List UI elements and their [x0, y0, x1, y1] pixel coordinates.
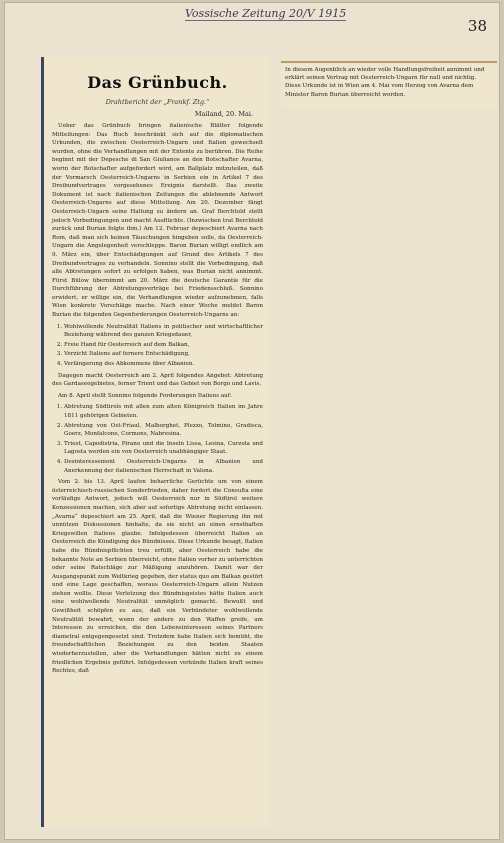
clipping-body	[52, 122, 263, 676]
body-paragraph-1: Ueber das Grünbuch bringen italienische Blätter folgende Mitteilungen: Das Buch beschränkt sich auf die diplomatischen Urkunden, die zwischen Oesterreich-Ungarn und Italien gewechselt wurden, ohne die Verhandlungen mit der Entente zu berühren. Die Reihe beginnt mit der Depesche di San Giulianos an den Botschafter Avarna, worin der Botschafter aufgefordert wird, am Ballplatz mitzuteilen, daß der Vormarsch Oesterreich-Ungarns in Serbien ein in Artikel 7 des Dreibundvertrages vorgesehenes Ereignis darstellt. Das zweite Dokument ist nach italienischen Zeitungen die ablehnende Antwort Oesterreich-Ungarns auf diese Mitteilung. Am 20. Dezember fängt Oesterreich-Ungarn seine Haltung zu ändern an. Graf Berchtold stellt jedoch Vorbedingungen und macht Ausflüchte. (Inzwischen trat Berchtold zurück und Burian folgte ihm.) Am 12. Februar depeschiert Avarna nach Rom, daß man sich keinen Täuschungen hingeben solle, da Oesterreich-Ungarn die Angelegenheit verschleppe. Baron Burian willigt endlich am 9. März ein, über Entschädigungen auf Grund des Artikels 7 des Dreibundvertrages zu verhandeln. Sonnino stellt die Vorbedingung, daß alle Abtretungen sofort zu erfolgen haben, was Burian nicht annimmt. Fürst Bülow übernimmt am 20. März die deutsche Garantie für die Durchführung der Abtretungsverträge bei Friedensschluß. Sonnino erwidert, er willige ein, die Verhandlungen wieder aufzunehmen, falls Wien konkrete Vorschläge mache. Nach einer Woche meldet Baron Burian die folgenden Gegenforderungen Oesterreich-Ungarns an:	[52, 123, 263, 319]
clipping-dateline: Mailand, 20. Mai.	[194, 110, 253, 118]
list-item: 2. Abtretung von Ost-Friaul, Malborghet, Plezzo, Tolmino, Gradisca, Goerz, Monfalcone, Cormons, Nabresina.	[64, 422, 263, 439]
demands-list-austria	[52, 323, 263, 369]
list-item: 1. Wohlwollende Neutralität Italiens in politischer und wirtschaftlicher Beziehung während des ganzen Kriegsdauer,	[64, 323, 263, 340]
list-item: 1. Abtretung Südtirols mit allen zum alten Königreich Italien im Jahre 1811 gehörigen Gebieten.	[64, 403, 263, 420]
body-paragraph-3: Am 8. April stellt Sonnino folgende Forderungen Italiens auf:	[58, 392, 232, 399]
list-item: 2. Freie Hand für Oesterreich auf dem Balkan,	[64, 341, 263, 350]
list-item: 3. Verzicht Italiens auf fernere Entschädigung,	[64, 350, 263, 359]
body-paragraph-2: Dagegen macht Oesterreich am 2. April folgendes Angebot: Abtretung des Gardaseegebietes, ferner Trient und das Gebiet von Borgo und Lavis.	[52, 372, 263, 388]
clipping-title: Das Grünbuch.	[87, 73, 228, 92]
newspaper-clipping-main	[41, 57, 269, 827]
page-number: 38	[467, 17, 487, 35]
body-paragraph-4: Vom 2. bis 13. April laufen beharrliche Gerüchte um von einem österreichisch-russischen Sonderfrieden, daher fordert die Consulta eine vorläufige Antwort, jedoch will Oesterreich nur in Südtirol weitere Konzessionen machen, sich aber auf sofortige Abtretung nicht einlassen. „Avarna“ depeschiert am 25. April, daß die Wiener Regierung ihn mit unnützen Diskussionen hinhalte, da sie nicht an einen ernsthaften Kriegswillen Italiens glaube. Infolgedessen überreicht Italien an Oesterreich die Kündigung des Bündnisses. Diese Urkunde besagt, Italien habe die Bündnispflichten treu erfüllt, aber Oesterreich habe die bekannte Note an Serbien überreicht, ohne Italien vorher zu unterrichten oder seine Ratschläge zur Mäßigung anzuhören. Damit war der Ausgangspunkt zum Weltkrieg gegeben, der status quo am Balkan gestört und eine Lage geschaffen, woraus Oesterreich-Ungarn allein Nutzen ziehen wollte. Diese Verletzung des Bündnisgeistes hätte Italien auch eine wohlwollende Neutralität unmöglich gemacht. Bewußt und Gewißheit schöpfen es aus, daß ein Verbündeter wohlwollende Neutralität bewahrt, wenn der andere zu den Waffen greife, um Interessen zu erreichen, die den Lebensinteressen seines Partners diametral entgegengesetzt sind. Trotzdem habe Italien sich bemüht, die freundschaftlichen Beziehungen zu den beiden Staaten wiederherzustellen, aber die Verhandlungen hätten nicht zu einem friedlichen Ergebnis geführt. Infolgedessen verkünde Italien kraft seines Rechtes, daß	[52, 479, 263, 675]
side-clipping-text: In diesem Augenblick an wieder volle Handlungsfreiheit annimmt und erklärt seinen Vertrag mit Oesterreich-Ungarn für null und nichtig. Diese Urkunde ist in Wien am 4. Mai vom Herzog von Avarna dem Minister Baron Burian überreicht worden.	[285, 67, 485, 98]
list-item: 3. Triest, Capodistria, Pirano und die Inseln Lissa, Lesina, Curzola und Lagosta werden ein von Oesterreich unabhängiger Staat.	[64, 440, 263, 457]
newspaper-clipping-side	[281, 61, 497, 108]
clipping-subtitle: Drahtbericht der „Frankf. Ztg.“	[105, 98, 210, 106]
list-item: 4. Desinteressement Oesterreich-Ungarns in Albanien und Anerkennung der italienischen Herrschaft in Valona.	[64, 458, 263, 475]
handwritten-text: Vossische Zeitung 20/V 1915	[185, 7, 347, 20]
handwritten-note	[185, 7, 346, 20]
archive-sheet	[4, 2, 500, 840]
list-item: 4. Verlängerung des Abkommens über Albanien.	[64, 360, 263, 369]
demands-list-italy	[52, 403, 263, 475]
